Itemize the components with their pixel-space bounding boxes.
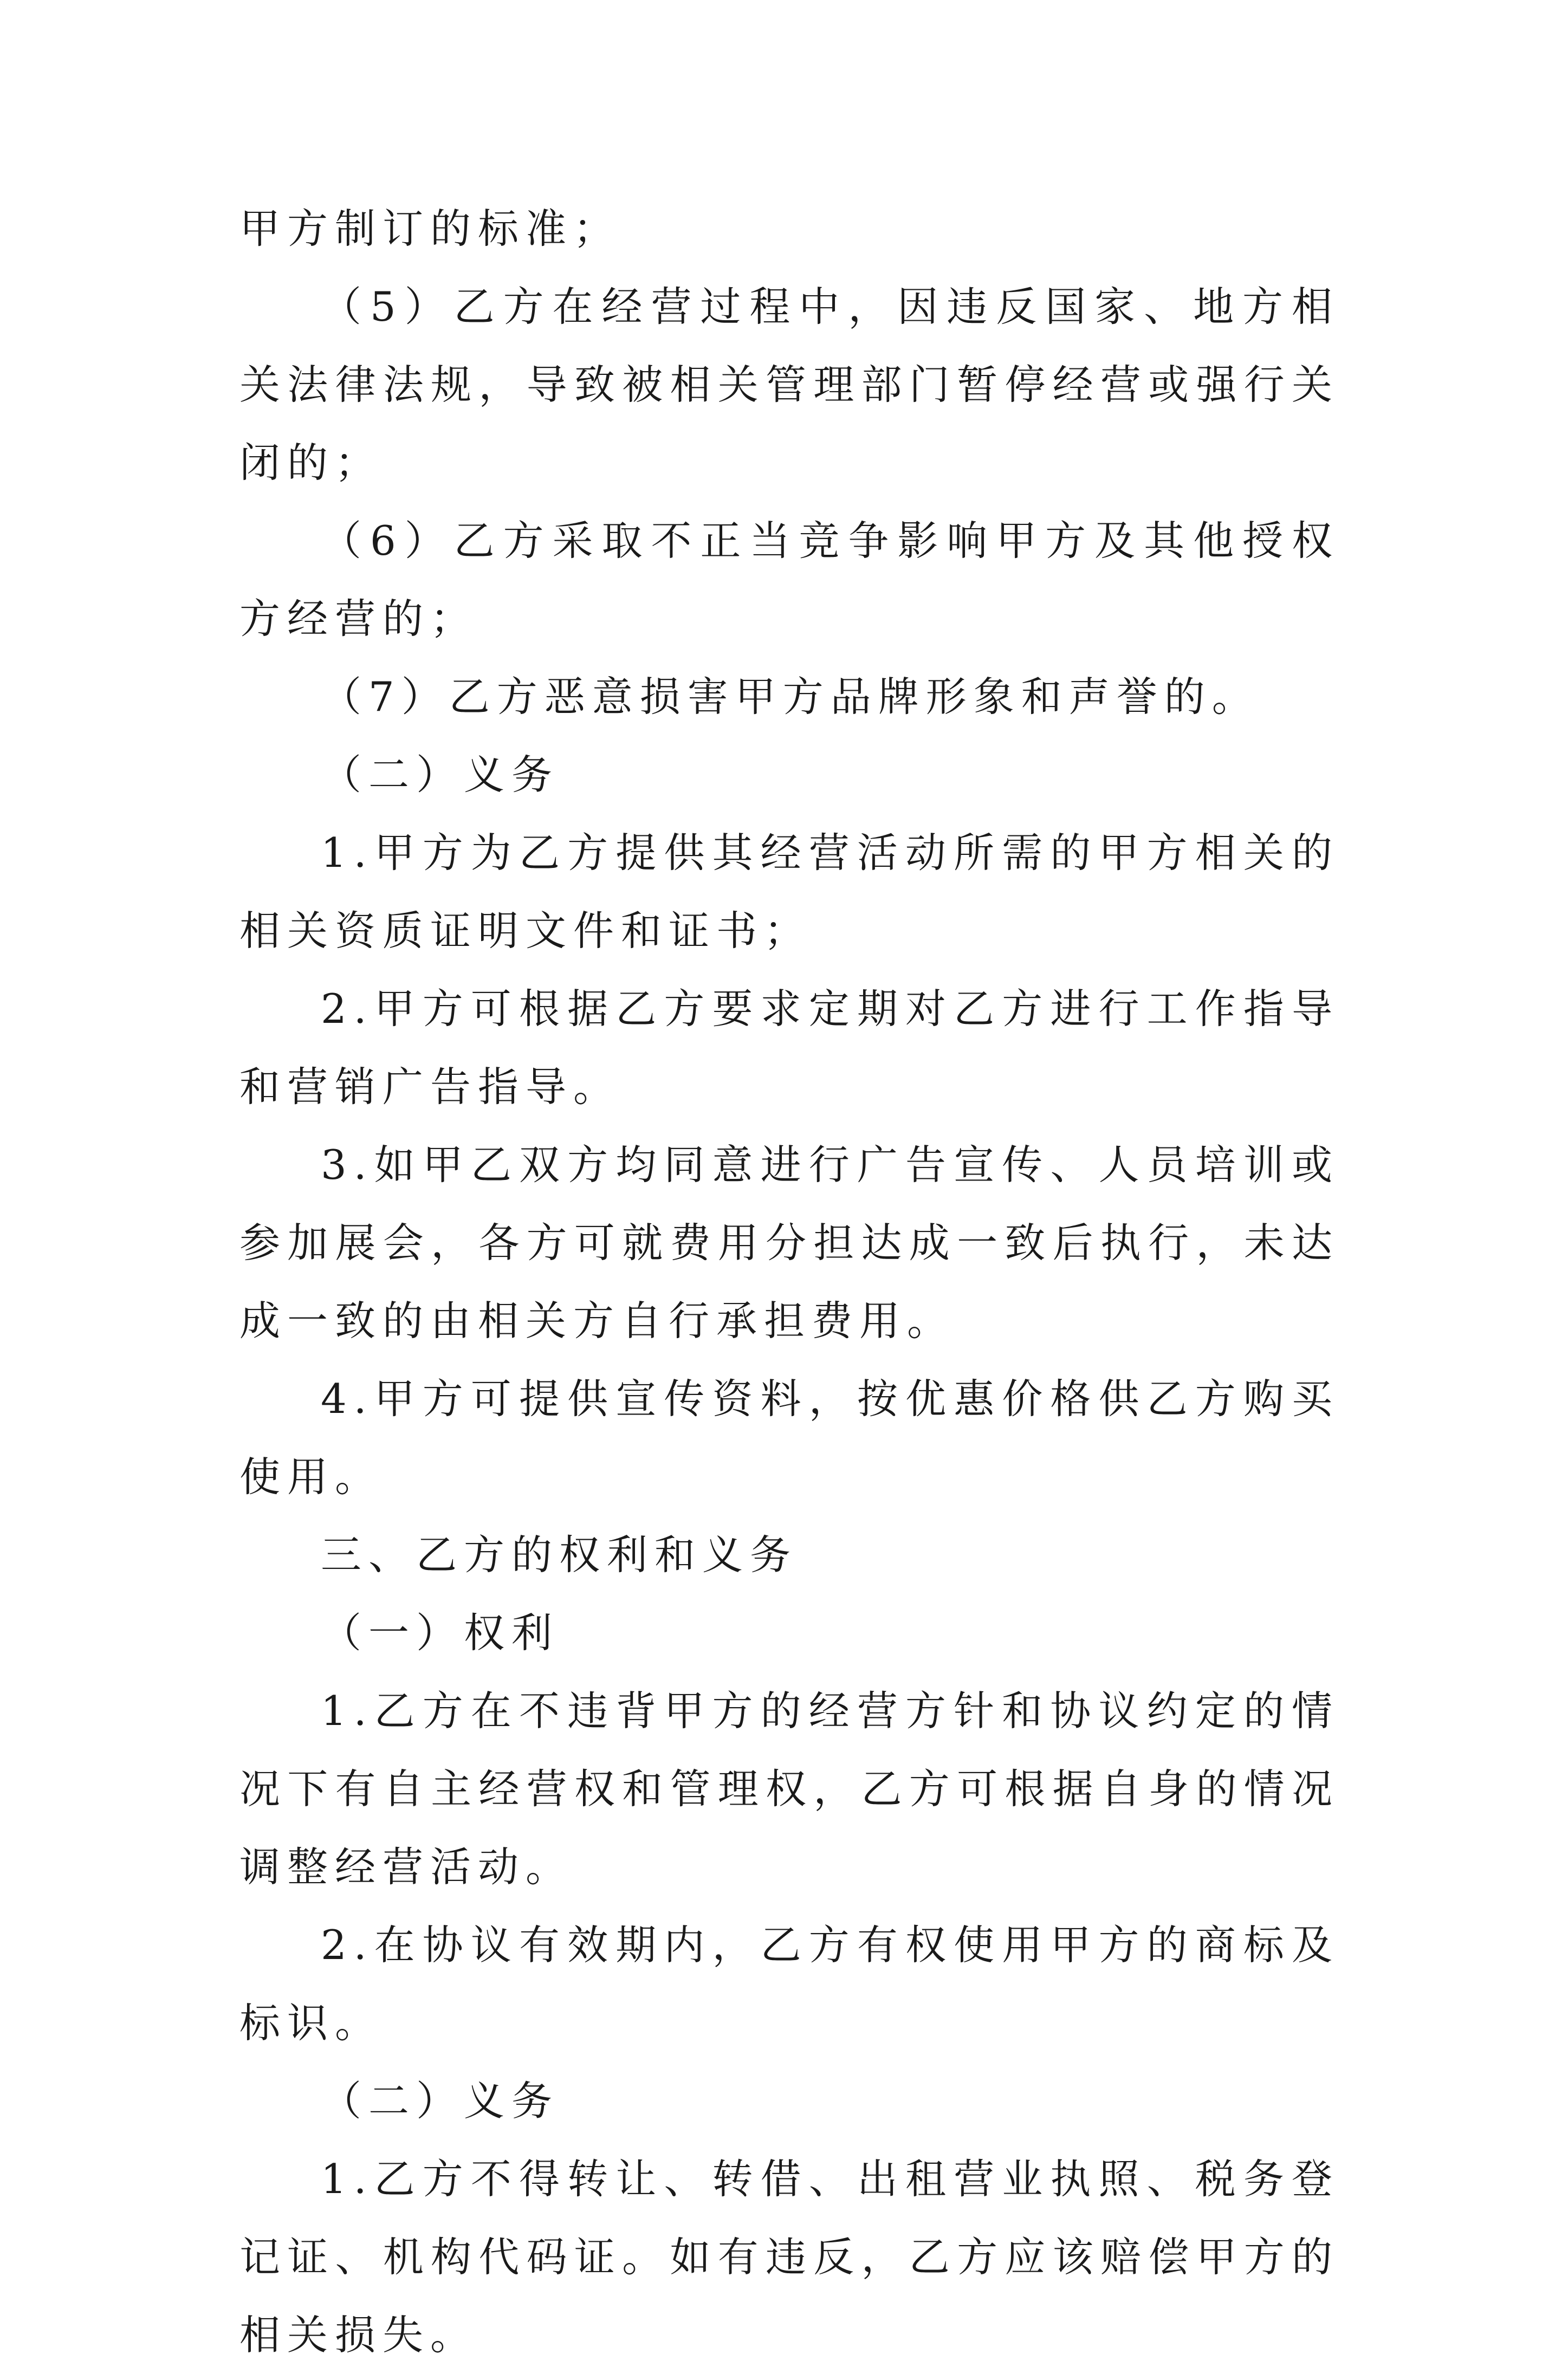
paragraph-right-2: 2.在协议有效期内，乙方有权使用甲方的商标及标识。 (239, 1921, 1339, 2047)
paragraph-right-1: 1.乙方在不违背甲方的经营方针和协议约定的情况下有自主经营权和管理权，乙方可根据自身的情况调整经营活动。 (239, 1687, 1339, 1891)
document-body (239, 190, 1339, 2374)
paragraph-obligation-a-1: 1.甲方为乙方提供其经营活动所需的甲方相关的相关资质证明文件和证书； (239, 829, 1339, 955)
paragraph-obligation-a-4: 4.甲方可提供宣传资料，按优惠价格供乙方购买使用。 (239, 1375, 1339, 1501)
section-heading-obligations-a: （二）义务 (321, 751, 560, 799)
paragraph-obligation-a-3: 3.如甲乙双方均同意进行广告宣传、人员培训或参加展会，各方可就费用分担达成一致后执行，未达成一致的由相关方自行承担费用。 (239, 1141, 1339, 1345)
section-heading-rights: （一）权利 (321, 1609, 560, 1657)
section-heading-obligations-b: （二）义务 (321, 2077, 560, 2125)
paragraph-item-7: （7）乙方恶意损害甲方品牌形象和声誉的。 (321, 673, 1260, 721)
paragraph-obligation-b-1: 1.乙方不得转让、转借、出租营业执照、税务登记证、机构代码证。如有违反，乙方应该赔偿甲方的相关损失。 (239, 2155, 1339, 2359)
paragraph-item-6: （6）乙方采取不正当竞争影响甲方及其他授权方经营的； (239, 517, 1339, 643)
paragraph-continuation: 甲方制订的标准； (239, 205, 621, 252)
paragraph-obligation-a-2: 2.甲方可根据乙方要求定期对乙方进行工作指导和营销广告指导。 (239, 985, 1339, 1111)
section-heading-party-b: 三、乙方的权利和义务 (321, 1531, 798, 1579)
paragraph-item-5: （5）乙方在经营过程中，因违反国家、地方相关法律法规，导致被相关管理部门暂停经营或强行关闭的； (239, 283, 1339, 487)
